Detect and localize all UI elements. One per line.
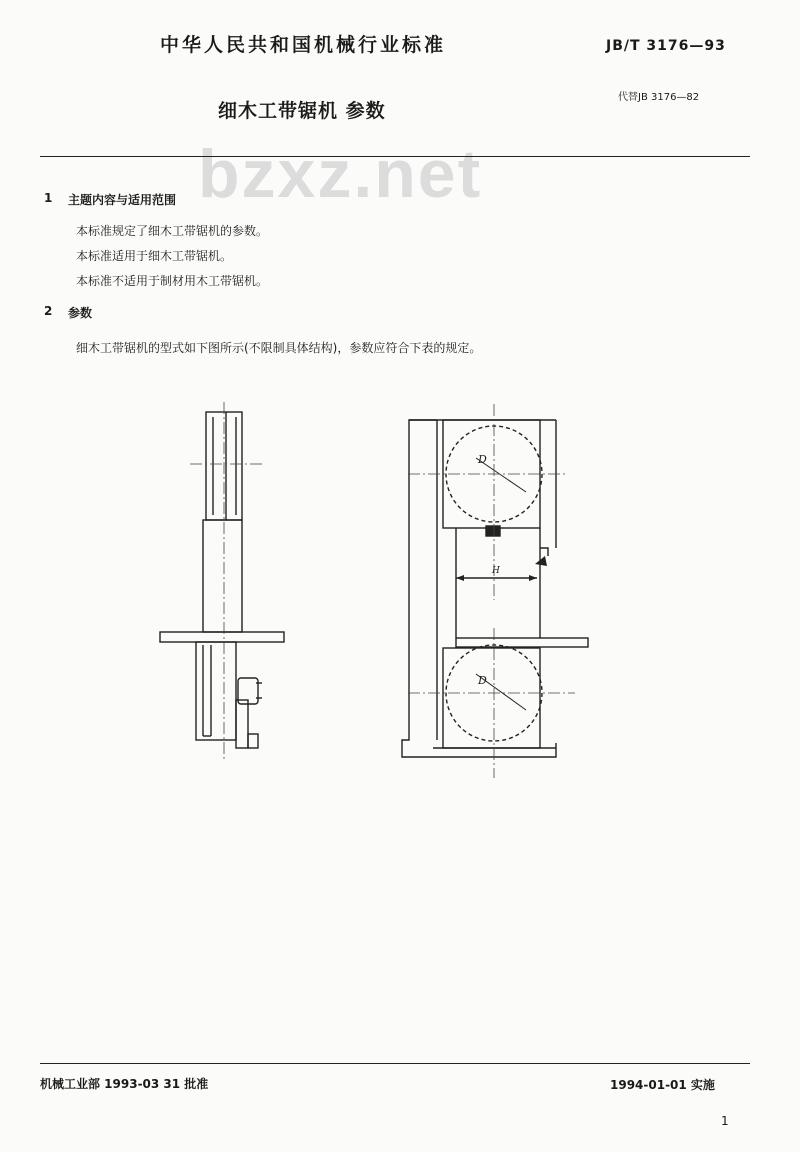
side-view-drawing: [160, 412, 284, 748]
section-2-paragraph: 细木工带锯机的型式如下图所示(不限制具体结构)，参数应符合下表的规定。: [76, 341, 482, 355]
section-1-paragraph-1: 本标准规定了细木工带锯机的参数。: [76, 224, 269, 238]
issuer-title: 中华人民共和国机械行业标准: [160, 34, 447, 56]
standard-number: JB/T 3176—93: [606, 38, 726, 54]
document-title: 细木工带锯机 参数: [218, 100, 386, 122]
footer-rule: [40, 1063, 750, 1064]
effective-date: 1994-01-01 实施: [610, 1078, 715, 1092]
upper-wheel-diameter-label: D: [478, 453, 487, 466]
page-number: 1: [721, 1114, 729, 1128]
header-rule: [40, 156, 750, 157]
section-1-paragraph-3: 本标准不适用于制材用木工带锯机。: [76, 274, 269, 288]
section-1-number: 1: [44, 191, 53, 205]
lower-wheel-diameter-label: D: [478, 674, 487, 687]
section-1-heading: 主题内容与适用范围: [68, 193, 177, 207]
approval-date: 机械工业部 1993-03 31 批准: [40, 1077, 209, 1091]
front-view-drawing: [402, 420, 588, 757]
band-saw-figure: [150, 400, 610, 800]
section-1-paragraph-2: 本标准适用于细木工带锯机。: [76, 249, 233, 263]
throat-width-label: H: [492, 566, 500, 576]
watermark: bzxz.net: [198, 136, 483, 212]
section-2-heading: 参数: [68, 306, 93, 320]
replaces-standard: 代替JB 3176—82: [618, 92, 700, 103]
section-2-number: 2: [44, 304, 53, 318]
